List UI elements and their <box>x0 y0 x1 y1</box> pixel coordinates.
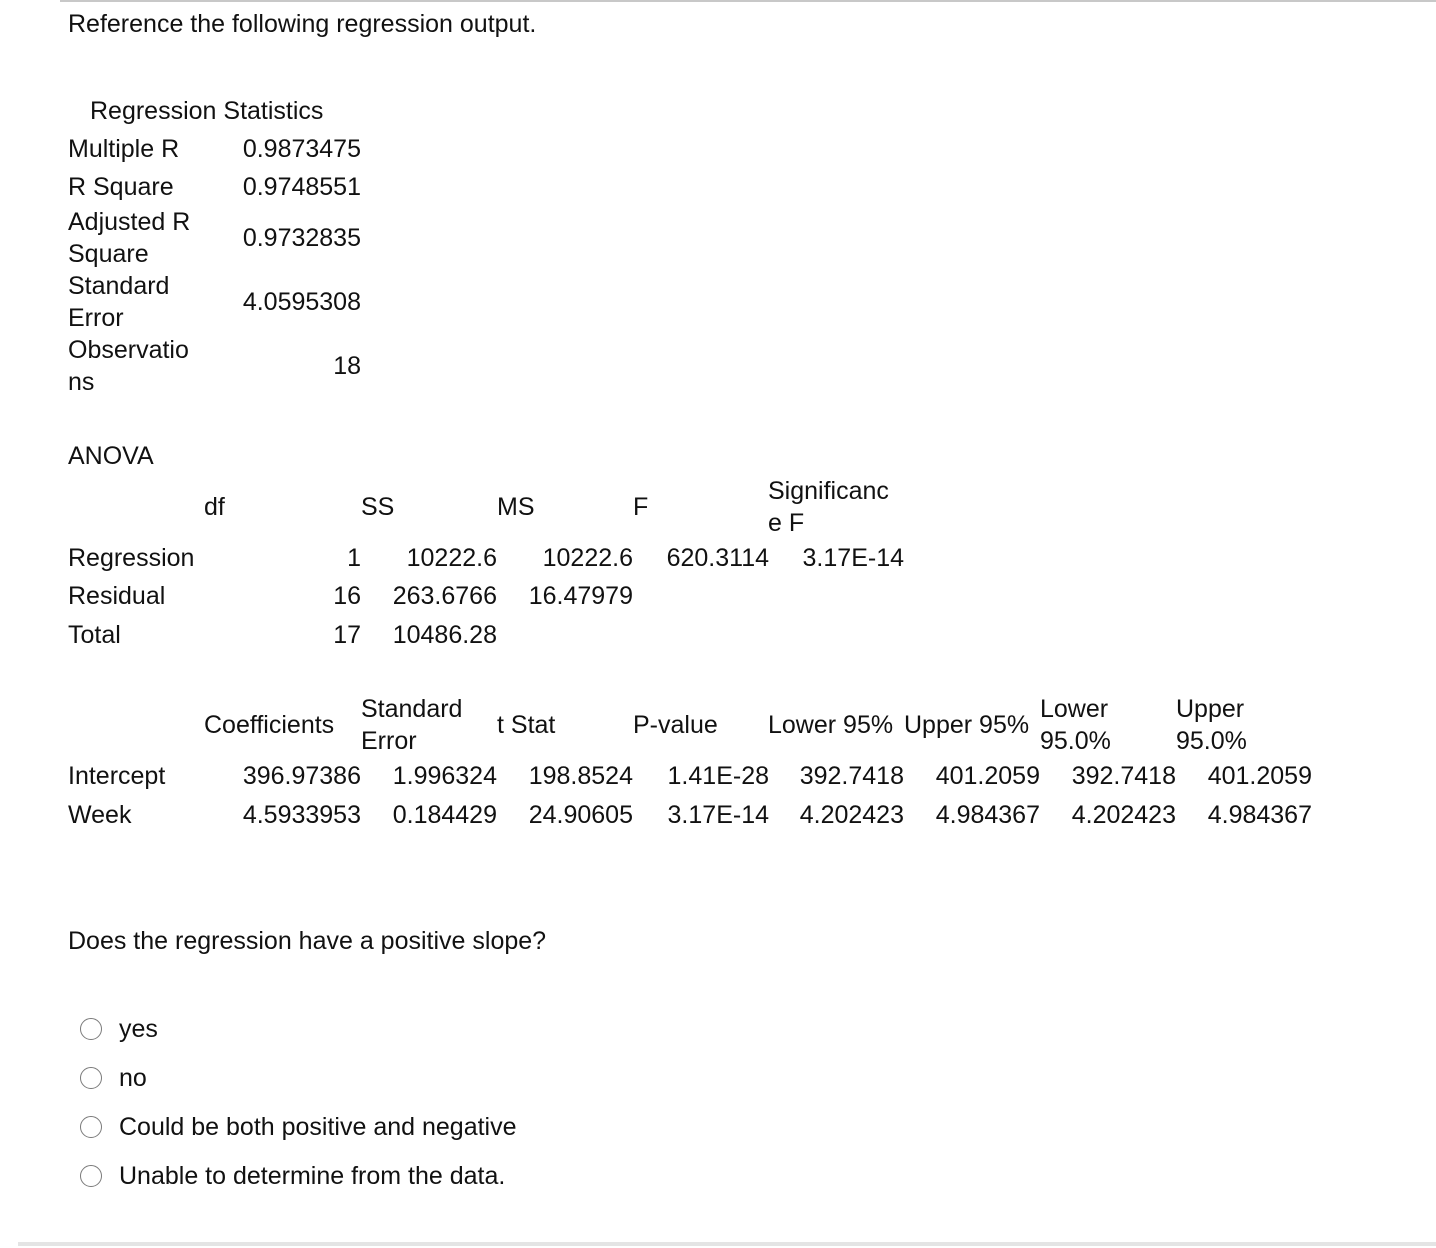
anova-header-f: F <box>633 493 649 521</box>
option-unable[interactable] <box>80 1158 505 1194</box>
anova-header-significance-f: e F <box>768 509 805 537</box>
coef-cell-lower-95-0: 4.202423 <box>1071 801 1176 829</box>
anova-row-label: Regression <box>68 544 195 572</box>
option-label: Could be both positive and negative <box>119 1113 517 1141</box>
radio-button-icon[interactable] <box>80 1165 102 1187</box>
coef-cell-upper-95-0: 401.2059 <box>1207 762 1312 790</box>
coef-cell-upper-95: 401.2059 <box>935 762 1040 790</box>
coef-cell-p-value: 3.17E-14 <box>667 801 769 829</box>
coef-cell-lower-95: 4.202423 <box>799 801 904 829</box>
stat-label: Adjusted R <box>68 208 191 236</box>
stat-value: 0.9732835 <box>242 224 361 252</box>
bottom-divider <box>18 1242 1436 1246</box>
stat-value: 4.0595308 <box>242 288 361 316</box>
regression-statistics-header: Regression Statistics <box>90 97 324 125</box>
coef-cell-lower-95-0: 392.7418 <box>1071 762 1176 790</box>
anova-row-label: Residual <box>68 582 166 610</box>
coef-cell-upper-95-0: 4.984367 <box>1207 801 1312 829</box>
coef-cell-standard-error: 0.184429 <box>392 801 497 829</box>
coef-cell-t-stat: 24.90605 <box>528 801 633 829</box>
anova-title: ANOVA <box>68 442 154 470</box>
anova-cell-ms: 10222.6 <box>542 544 633 572</box>
anova-header-significance-f: Significanc <box>768 477 889 505</box>
coef-header-coefficients: Coefficients <box>204 711 335 739</box>
anova-header-df: df <box>204 493 225 521</box>
coef-header-upper-95-0: Upper <box>1176 695 1245 723</box>
coef-header-lower-95-0: Lower <box>1040 695 1109 723</box>
coef-cell-standard-error: 1.996324 <box>392 762 497 790</box>
anova-cell-f: 620.3114 <box>666 544 769 572</box>
anova-cell-ms: 16.47979 <box>528 582 633 610</box>
anova-header-ms: MS <box>497 493 535 521</box>
option-no[interactable] <box>80 1060 147 1096</box>
option-label: no <box>119 1064 147 1092</box>
anova-cell-ss: 10486.28 <box>392 621 497 649</box>
option-both[interactable] <box>80 1109 517 1145</box>
stat-label: Multiple R <box>68 135 180 163</box>
stat-label: ns <box>68 368 95 396</box>
coef-row-label: Week <box>68 801 132 829</box>
stat-value: 0.9873475 <box>242 135 361 163</box>
coef-cell-upper-95: 4.984367 <box>935 801 1040 829</box>
question-prompt: Does the regression have a positive slope? <box>68 927 547 955</box>
coef-header-standard-error: Error <box>361 727 417 755</box>
option-label: yes <box>119 1015 158 1043</box>
coef-header-upper-95: Upper 95% <box>904 711 1030 739</box>
coef-cell-lower-95: 392.7418 <box>799 762 904 790</box>
coef-header-upper-95-0: 95.0% <box>1176 727 1247 755</box>
coef-cell-coefficient: 4.5933953 <box>242 801 361 829</box>
radio-button-icon[interactable] <box>80 1018 102 1040</box>
coef-cell-t-stat: 198.8524 <box>528 762 633 790</box>
anova-cell-ss: 10222.6 <box>406 544 497 572</box>
anova-cell-ss: 263.6766 <box>392 582 497 610</box>
stat-label: Square <box>68 240 149 268</box>
radio-button-icon[interactable] <box>80 1116 102 1138</box>
coef-header-lower-95: Lower 95% <box>768 711 894 739</box>
stat-value: 0.9748551 <box>242 173 361 201</box>
coef-cell-p-value: 1.41E-28 <box>667 762 769 790</box>
option-yes[interactable] <box>80 1011 158 1047</box>
coef-header-standard-error: Standard <box>361 695 463 723</box>
coef-header-t-stat: t Stat <box>497 711 556 739</box>
stat-label: Error <box>68 304 124 332</box>
coef-row-label: Intercept <box>68 762 166 790</box>
anova-cell-df: 16 <box>333 582 361 610</box>
stat-value: 18 <box>333 352 361 380</box>
anova-cell-df: 1 <box>347 544 361 572</box>
radio-button-icon[interactable] <box>80 1067 102 1089</box>
anova-row-label: Total <box>68 621 121 649</box>
stat-label: Observatio <box>68 336 189 364</box>
coef-cell-coefficient: 396.97386 <box>242 762 361 790</box>
anova-cell-df: 17 <box>333 621 361 649</box>
stat-label: Standard <box>68 272 170 300</box>
option-label: Unable to determine from the data. <box>119 1162 506 1190</box>
top-divider <box>60 0 1436 2</box>
stat-label: R Square <box>68 173 174 201</box>
coef-header-lower-95-0: 95.0% <box>1040 727 1111 755</box>
anova-header-ss: SS <box>361 493 395 521</box>
anova-cell-significance-f: 3.17E-14 <box>802 544 904 572</box>
question-intro: Reference the following regression output. <box>68 10 537 38</box>
coef-header-p-value: P-value <box>633 711 718 739</box>
